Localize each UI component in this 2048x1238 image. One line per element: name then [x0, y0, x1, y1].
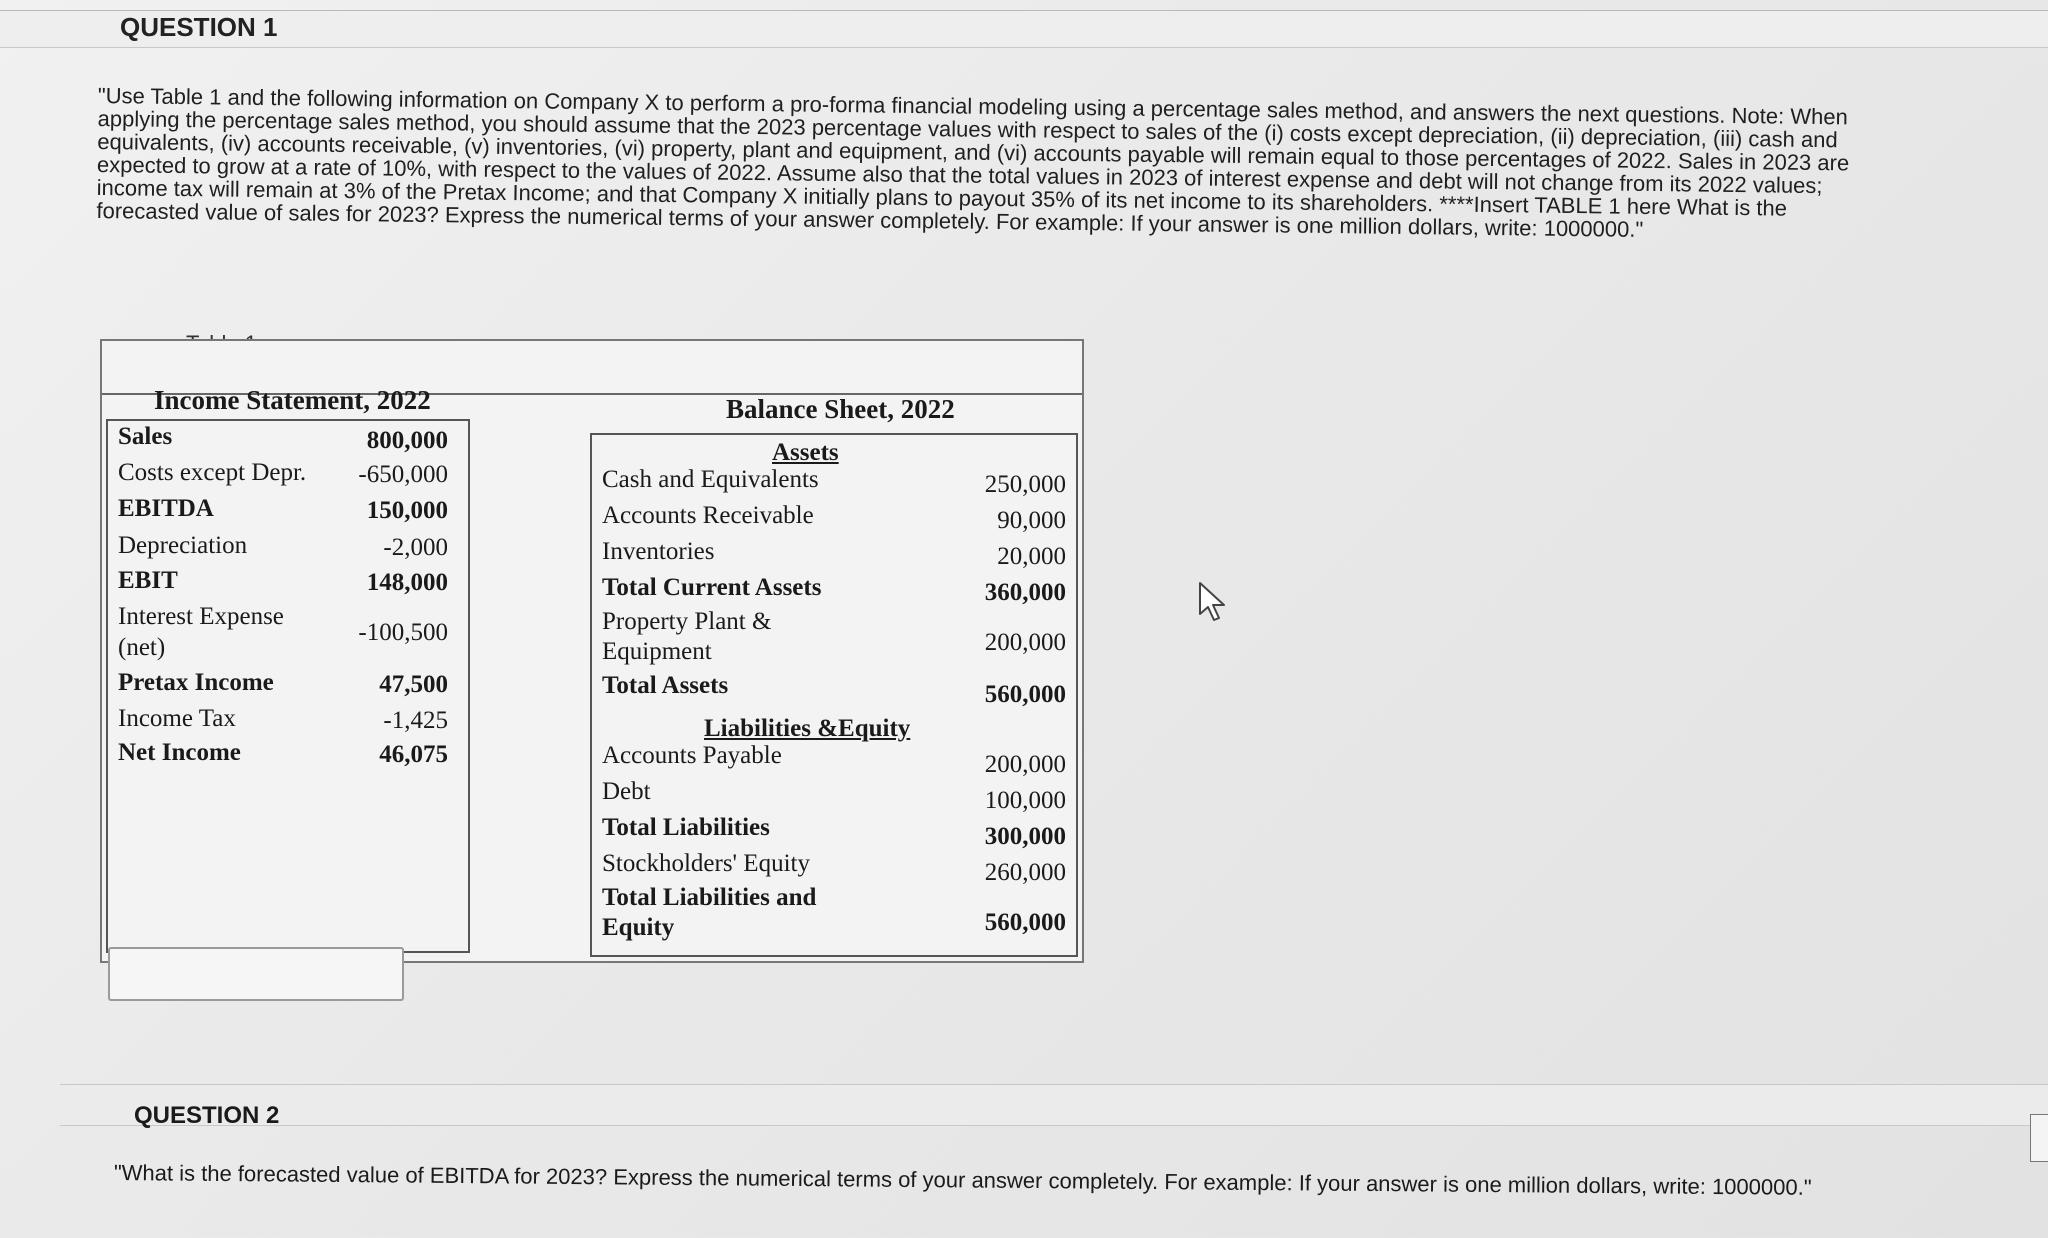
is-value-sales: 800,000	[366, 427, 448, 454]
bs-label-receivable: Accounts Receivable	[602, 502, 814, 529]
bs-label-cash: Cash and Equivalents	[602, 466, 819, 493]
table-1	[100, 339, 1084, 963]
is-value-depreciation: -2,000	[383, 534, 448, 561]
bs-label-total-liabilities: Total Liabilities	[602, 814, 770, 841]
is-value-ebit: 148,000	[366, 569, 448, 596]
is-value-costs: -650,000	[358, 461, 448, 488]
is-label-income-tax: Income Tax	[118, 705, 236, 732]
bs-label-payable: Accounts Payable	[602, 742, 782, 769]
side-panel-tab[interactable]	[2030, 1114, 2048, 1162]
is-label-sales: Sales	[118, 423, 173, 450]
mouse-pointer-icon	[1196, 580, 1230, 624]
bs-value-total-liabilities-equity: 560,000	[984, 909, 1066, 936]
question-1-answer-input[interactable]	[108, 947, 404, 1001]
bs-value-inventories: 20,000	[997, 543, 1066, 570]
bs-value-debt: 100,000	[984, 787, 1066, 814]
bs-label-total-assets: Total Assets	[602, 672, 729, 699]
income-statement-title: Income Statement, 2022	[154, 385, 431, 415]
bs-label-total-liabilities-equity: Total Liabilities and	[602, 884, 817, 911]
question-2-header-bar	[60, 1084, 2048, 1126]
bs-label-total-liabilities-equity-line2: Equity	[602, 914, 675, 941]
is-label-net-income: Net Income	[118, 739, 241, 766]
income-statement	[106, 419, 470, 953]
is-label-ebit: EBIT	[118, 567, 178, 594]
question-2-text: "What is the forecasted value of EBITDA for 2023? Express the numerical terms of your answer completely. For example: If your answer is one million dollars, write: 1000000."	[113, 1160, 1812, 1200]
liabilities-equity-heading: Liabilities &Equity	[704, 715, 911, 742]
bs-label-debt: Debt	[602, 778, 651, 805]
bs-value-payable: 200,000	[984, 751, 1066, 778]
bs-value-cash: 250,000	[984, 471, 1066, 498]
is-label-depreciation: Depreciation	[118, 532, 248, 559]
bs-value-total-current-assets: 360,000	[984, 579, 1066, 606]
balance-sheet-title: Balance Sheet, 2022	[726, 394, 955, 424]
is-label-costs: Costs except Depr.	[118, 459, 307, 486]
bs-label-stockholders-equity: Stockholders' Equity	[602, 850, 810, 877]
question-2-title: QUESTION 2	[134, 1102, 280, 1129]
question-1-text: "Use Table 1 and the following information on Company X to perform a pro-forma financial modeling using a percentage sales method, and answers the next questions. Note: When applying the percentage sales method, you should assume that the 2023 percentage values with respect to sales of the (i) costs except depreciation, (ii) depreciation, (iii) cash and equivalents, (iv) accounts receivable, (v) inventories, (vi) property, plant and equipment, and (vi) accounts payable will remain equal to those percentages of 2022. Sales in 2023 are expected to grow at a rate of 10%, with respect to the values of 2022. Assume also that the total values in 2023 of interest expense and debt will not change from its 2022 values; income tax will remain at 3% of the Pretax Income; and that Company X initially plans to payout 35% of its net income to its shareholders. ****Insert TABLE 1 here What is the forecasted value of sales for 2023? Express the numerical terms of your answer completely. For example: If your answer is one million dollars, write: 1000000."	[96, 83, 1850, 242]
balance-sheet	[590, 433, 1078, 957]
bs-value-stockholders-equity: 260,000	[984, 859, 1066, 886]
question-1-header-bar	[0, 10, 2048, 48]
is-label-interest: Interest Expense	[118, 603, 284, 630]
bs-label-total-current-assets: Total Current Assets	[602, 574, 822, 601]
is-value-ebitda: 150,000	[366, 497, 448, 524]
is-label-interest-line2: (net)	[118, 634, 166, 661]
bs-label-inventories: Inventories	[602, 538, 715, 565]
is-value-pretax: 47,500	[379, 671, 448, 698]
bs-value-total-liabilities: 300,000	[984, 823, 1066, 850]
is-label-pretax: Pretax Income	[118, 669, 274, 696]
is-value-net-income: 46,075	[379, 741, 448, 768]
bs-value-total-assets: 560,000	[984, 681, 1066, 708]
bs-value-receivable: 90,000	[997, 507, 1066, 534]
bs-label-ppe-line2: Equipment	[602, 638, 712, 665]
bs-label-ppe: Property Plant &	[602, 608, 772, 635]
question-1-title: QUESTION 1	[120, 12, 278, 42]
assets-heading: Assets	[772, 439, 839, 466]
is-value-income-tax: -1,425	[383, 707, 448, 734]
bs-value-ppe: 200,000	[984, 629, 1066, 656]
is-label-ebitda: EBITDA	[118, 495, 214, 522]
is-value-interest: -100,500	[358, 619, 448, 646]
